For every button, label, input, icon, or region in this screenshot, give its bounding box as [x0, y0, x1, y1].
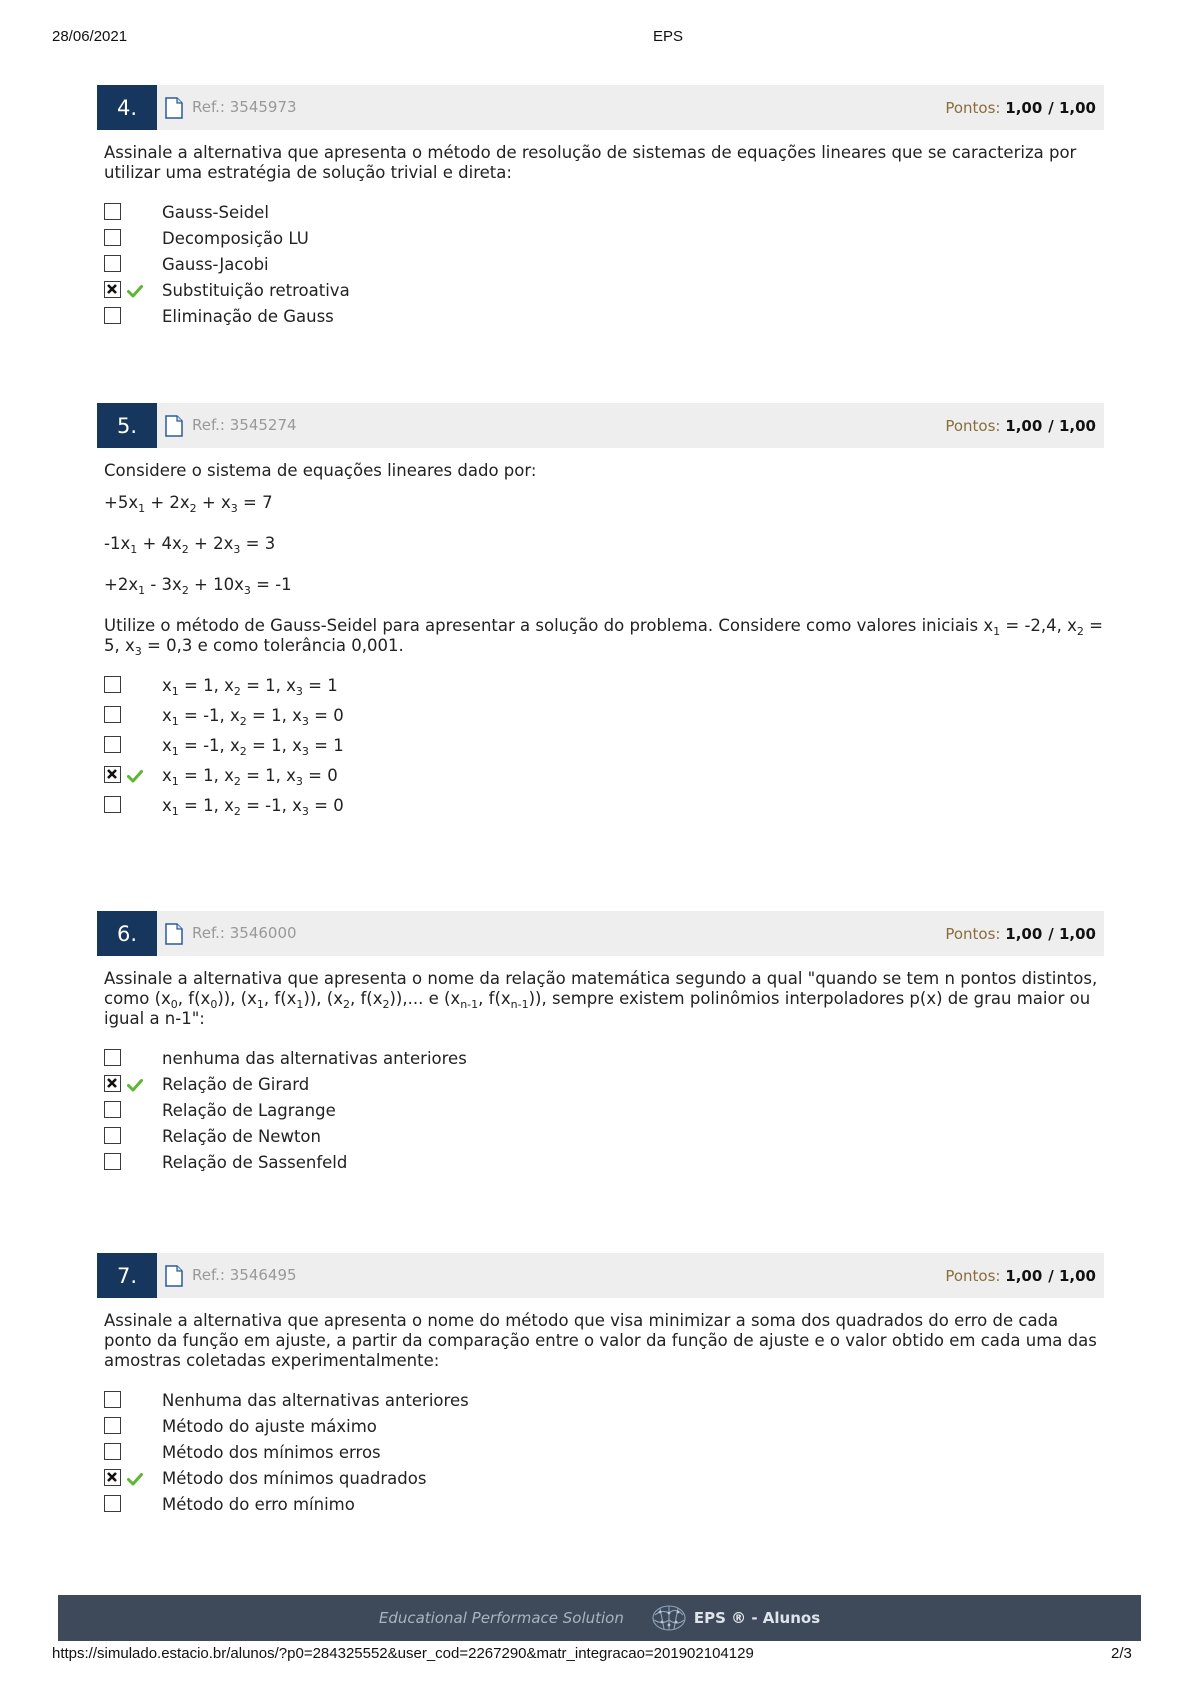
checked-checkbox[interactable] [104, 281, 121, 298]
print-url: https://simulado.estacio.br/alunos/?p0=284325552&user_cod=2267290&matr_integracao=201902104129 [52, 1645, 754, 1662]
correct-check-icon [127, 769, 143, 783]
checkbox[interactable] [104, 1391, 121, 1408]
option-label: Nenhuma das alternativas anteriores [162, 1391, 469, 1410]
option[interactable] [104, 676, 1104, 706]
option[interactable] [104, 706, 1104, 736]
question-points [945, 99, 1096, 117]
checkbox[interactable] [104, 1443, 121, 1460]
correct-check-icon [127, 1078, 143, 1092]
question-number: 4. [97, 85, 157, 130]
checkbox[interactable] [104, 1101, 121, 1118]
question-ref: Ref.: 3546000 [192, 924, 297, 942]
option-label: Relação de Lagrange [162, 1101, 336, 1120]
option[interactable] [104, 1153, 1104, 1179]
question-number: 5. [97, 403, 157, 448]
option-selected[interactable] [104, 766, 1104, 796]
brain-logo-icon [650, 1603, 688, 1633]
question-6 [97, 911, 1104, 1179]
points-score: 1,00 [1005, 1267, 1043, 1285]
document-icon [165, 1265, 183, 1287]
footer-slogan: Educational Performace Solution [378, 1609, 624, 1627]
checked-checkbox[interactable] [104, 1469, 121, 1486]
options-list [104, 203, 1104, 333]
checked-checkbox[interactable] [104, 1075, 121, 1092]
document-icon [165, 923, 183, 945]
question-points [945, 1267, 1096, 1285]
checkbox[interactable] [104, 307, 121, 324]
option[interactable] [104, 255, 1104, 281]
option-label: Método do erro mínimo [162, 1495, 355, 1514]
option[interactable] [104, 1417, 1104, 1443]
points-label: Pontos: [945, 1267, 1001, 1285]
print-date: 28/06/2021 [52, 28, 128, 45]
points-total: / 1,00 [1048, 99, 1096, 117]
option-label: $x_1 = -1$, $x_2 = 1$, $x_3 = 1$ [162, 736, 344, 758]
option[interactable] [104, 1443, 1104, 1469]
equation: $-1x_1 + 4x_2 + 2x_3 = 3$ [104, 534, 276, 556]
points-score: 1,00 [1005, 417, 1043, 435]
question-header [97, 85, 1104, 130]
points-label: Pontos: [945, 925, 1001, 943]
points-score: 1,00 [1005, 99, 1043, 117]
document-icon [165, 415, 183, 437]
option-label: Eliminação de Gauss [162, 307, 334, 326]
option[interactable] [104, 307, 1104, 333]
checkbox[interactable] [104, 255, 121, 272]
option-label: Método dos mínimos erros [162, 1443, 381, 1462]
points-label: Pontos: [945, 99, 1001, 117]
question-ref: Ref.: 3545973 [192, 98, 297, 116]
options-list [104, 1049, 1104, 1179]
checkbox[interactable] [104, 1127, 121, 1144]
option[interactable] [104, 796, 1104, 826]
question-ref: Ref.: 3546495 [192, 1266, 297, 1284]
option[interactable] [104, 1391, 1104, 1417]
question-5 [97, 403, 1104, 826]
option[interactable] [104, 203, 1104, 229]
checkbox[interactable] [104, 1495, 121, 1512]
checkbox[interactable] [104, 796, 121, 813]
checked-checkbox[interactable] [104, 766, 121, 783]
option-label: Gauss-Jacobi [162, 255, 269, 274]
question-text: Assinale a alternativa que apresenta o nome da relação matemática segundo a qual "quando se tem n pontos distintos, como ($x_0$, $f(x_0)$), ($x_1$, $f(x_1)$), ($x_2$, $f(x_2)$),... e ($x_{n-1}$, $f(x_{n-1})$), sempre existem polinômios interpoladores p(x) de grau maior ou igual a n-1": [104, 969, 1098, 1028]
option-label: Relação de Newton [162, 1127, 321, 1146]
correct-check-icon [127, 1472, 143, 1486]
option-label: $x_1 = -1$, $x_2 = 1$, $x_3 = 0$ [162, 706, 344, 728]
option[interactable] [104, 736, 1104, 766]
equation: $+5x_1 + 2x_2 + x_3 = 7$ [104, 493, 273, 515]
checkbox[interactable] [104, 1417, 121, 1434]
question-text: Assinale a alternativa que apresenta o nome do método que visa minimizar a soma dos quadrados do erro de cada ponto da função em ajuste, a partir da comparação entre o valor da função de ajuste e o valor obtido em cada uma das amostras coletadas experimentalmente: [104, 1311, 1097, 1370]
option-label: Relação de Girard [162, 1075, 310, 1094]
option-label: Método dos mínimos quadrados [162, 1469, 427, 1488]
question-instruction: Utilize o método de Gauss-Seidel para apresentar a solução do problema. Considere como valores iniciais $x_1 = -2,4$, $x_2 = 5$, $x_3 = 0,3$ e como tolerância 0,001. [104, 616, 1103, 658]
option-label: Relação de Sassenfeld [162, 1153, 348, 1172]
option-label: Substituição retroativa [162, 281, 350, 300]
question-intro: Considere o sistema de equações lineares dado por: [104, 461, 537, 480]
question-header [97, 1253, 1104, 1298]
option[interactable] [104, 229, 1104, 255]
option-label: Gauss-Seidel [162, 203, 269, 222]
option[interactable] [104, 1127, 1104, 1153]
question-number: 6. [97, 911, 157, 956]
points-total: / 1,00 [1048, 1267, 1096, 1285]
question-ref: Ref.: 3545274 [192, 416, 297, 434]
correct-check-icon [127, 284, 143, 298]
points-total: / 1,00 [1048, 925, 1096, 943]
option-selected[interactable] [104, 1075, 1104, 1101]
checkbox[interactable] [104, 203, 121, 220]
checkbox[interactable] [104, 676, 121, 693]
equation: $+2x_1 - 3x_2 + 10x_3 = -1$ [104, 575, 292, 597]
checkbox[interactable] [104, 1049, 121, 1066]
option-label: $x_1 = 1$, $x_2 = 1$, $x_3 = 1$ [162, 676, 338, 698]
site-footer [58, 1595, 1141, 1641]
document-icon [165, 97, 183, 119]
question-7 [97, 1253, 1104, 1521]
points-total: / 1,00 [1048, 417, 1096, 435]
option[interactable] [104, 1495, 1104, 1521]
footer-brand: EPS ® - Alunos [693, 1609, 821, 1627]
option-label: $x_1 = 1$, $x_2 = -1$, $x_3 = 0$ [162, 796, 344, 818]
question-number: 7. [97, 1253, 157, 1298]
option-selected[interactable] [104, 1469, 1104, 1495]
question-4 [97, 85, 1104, 333]
option-selected[interactable] [104, 281, 1104, 307]
option-label: $x_1 = 1$, $x_2 = 1$, $x_3 = 0$ [162, 766, 338, 788]
checkbox[interactable] [104, 706, 121, 723]
option[interactable] [104, 1049, 1104, 1075]
options-list [104, 676, 1104, 826]
checkbox[interactable] [104, 229, 121, 246]
option[interactable] [104, 1101, 1104, 1127]
points-score: 1,00 [1005, 925, 1043, 943]
question-header [97, 911, 1104, 956]
print-title: EPS [653, 28, 684, 45]
options-list [104, 1391, 1104, 1521]
option-label: Método do ajuste máximo [162, 1417, 377, 1436]
option-label: nenhuma das alternativas anteriores [162, 1049, 467, 1068]
points-label: Pontos: [945, 417, 1001, 435]
print-page-number: 2/3 [1111, 1645, 1132, 1662]
question-header [97, 403, 1104, 448]
checkbox[interactable] [104, 1153, 121, 1170]
option-label: Decomposição LU [162, 229, 309, 248]
question-points [945, 925, 1096, 943]
question-points [945, 417, 1096, 435]
checkbox[interactable] [104, 736, 121, 753]
question-text: Assinale a alternativa que apresenta o método de resolução de sistemas de equações lineares que se caracteriza por utilizar uma estratégia de solução trivial e direta: [104, 143, 1077, 182]
